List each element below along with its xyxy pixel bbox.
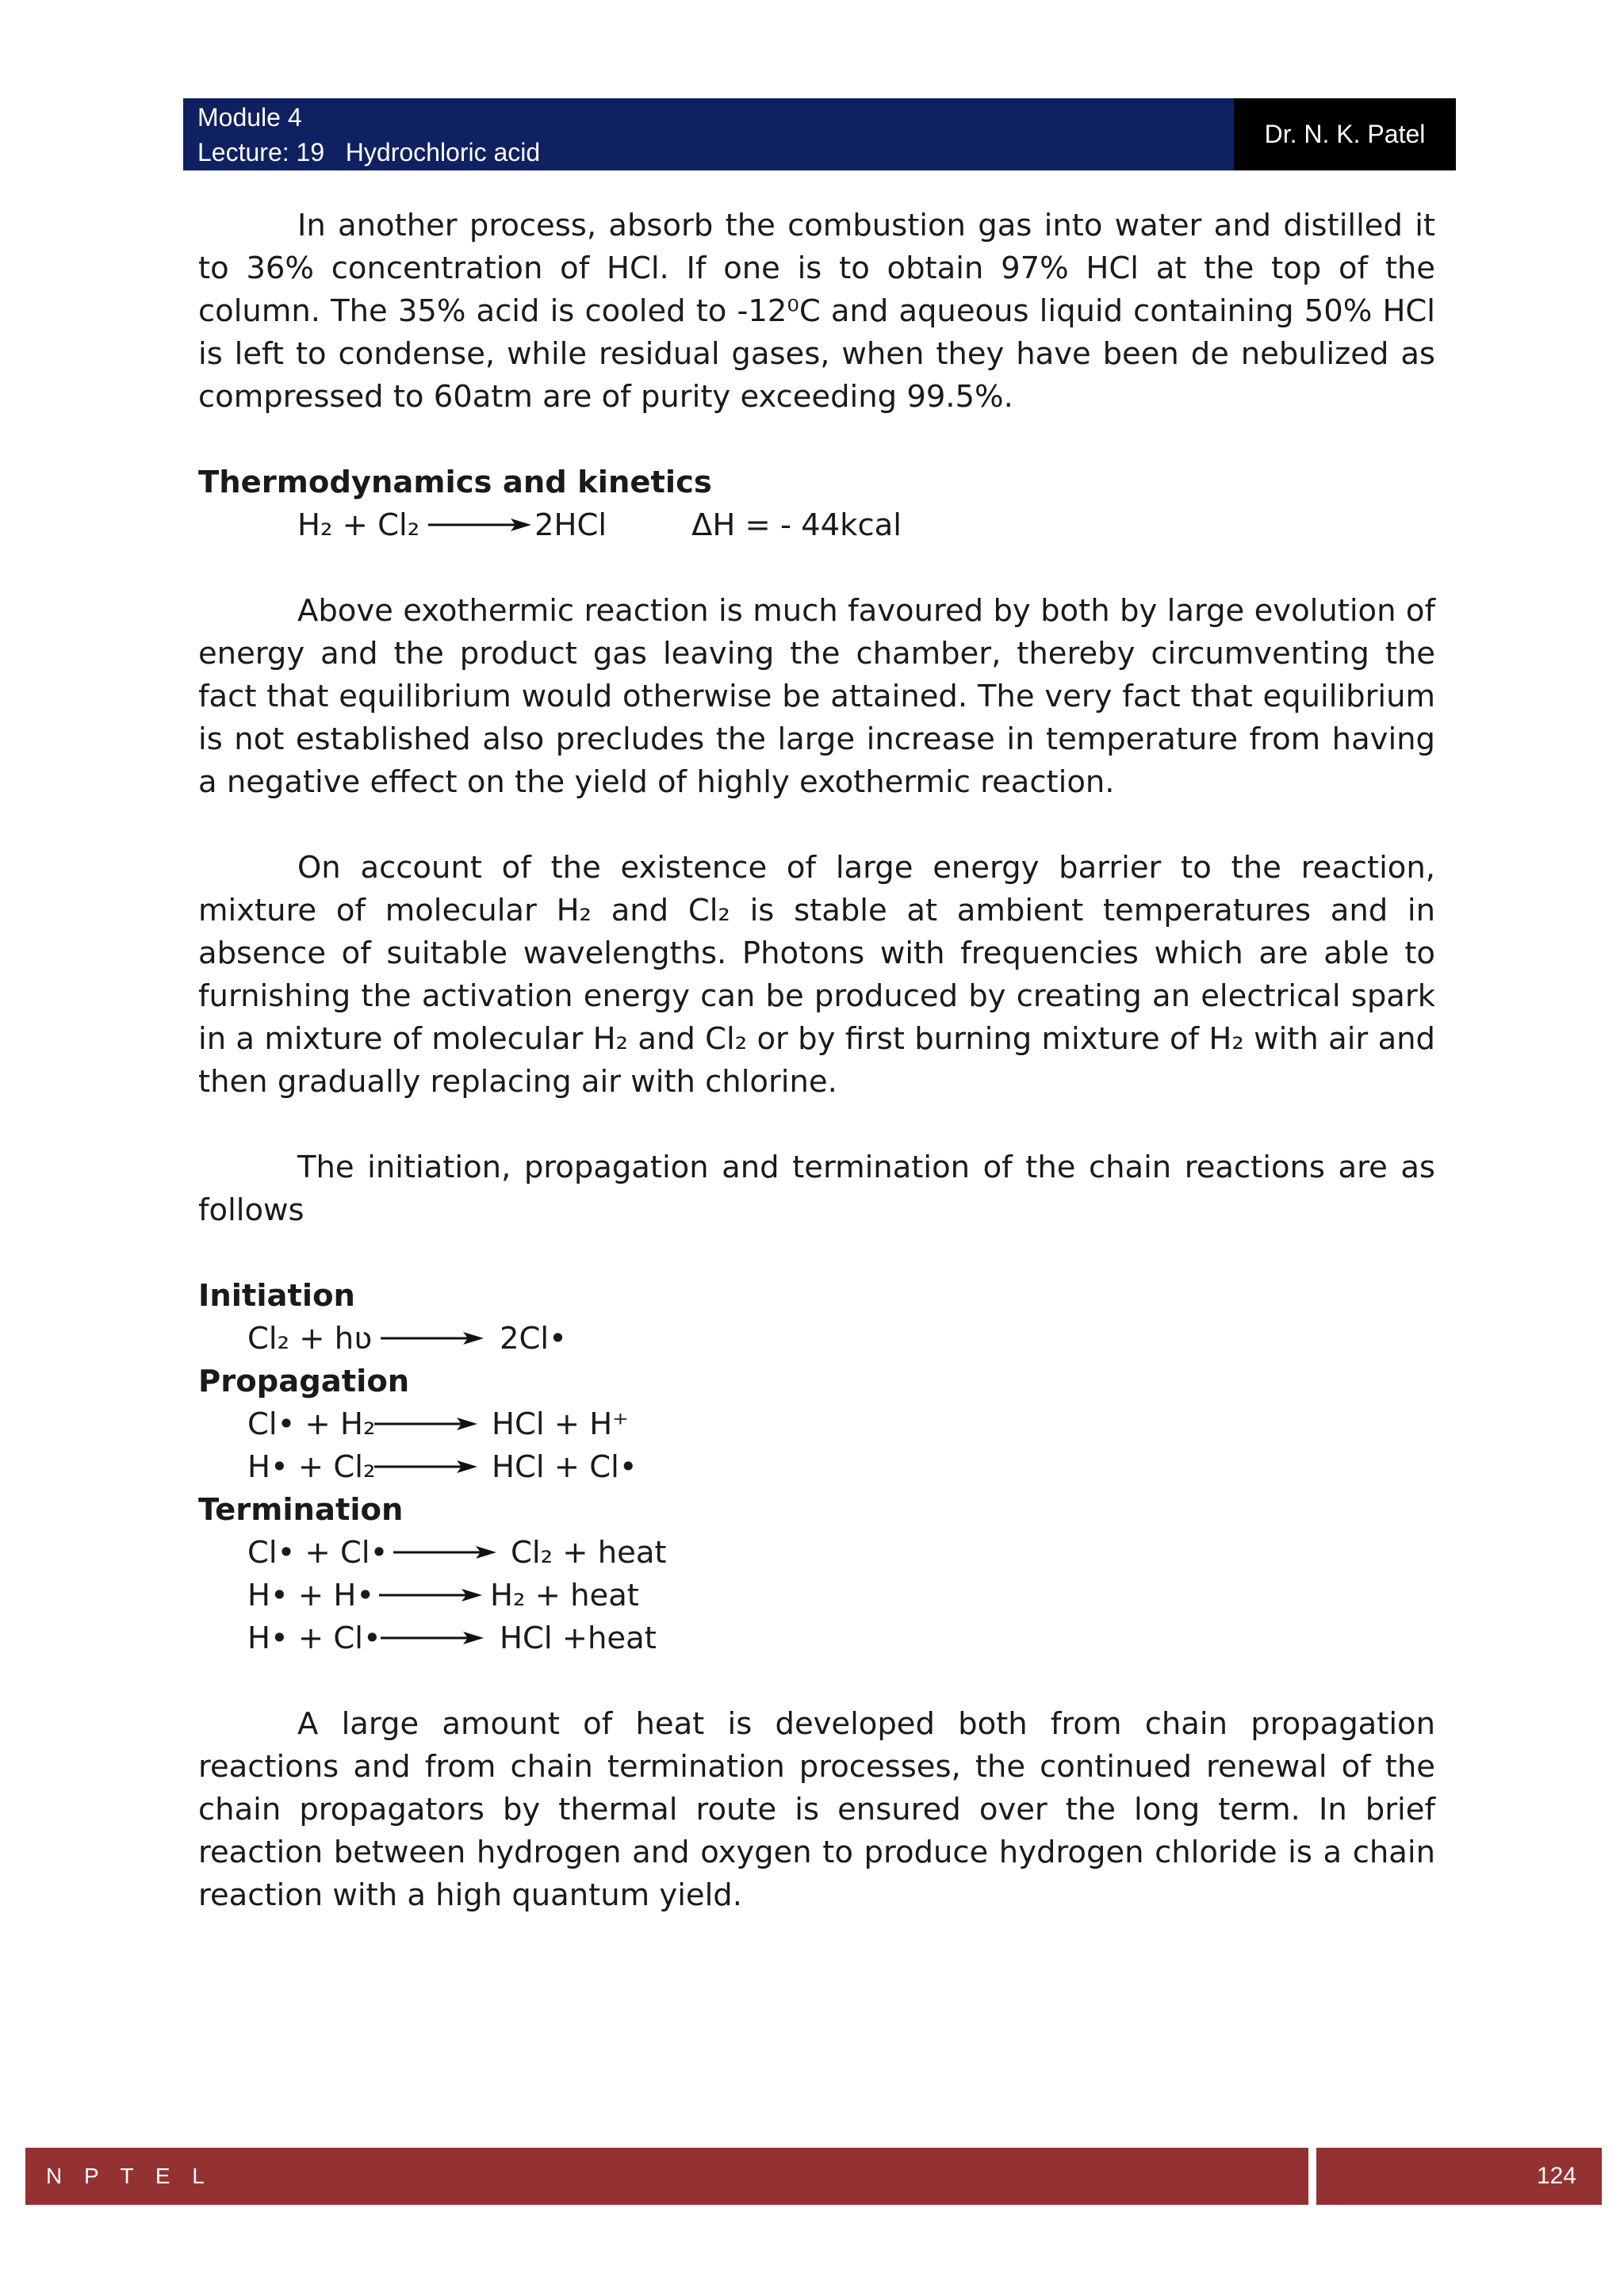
- footer-bar: [25, 2148, 1308, 2205]
- reaction-arrow-icon: [374, 1459, 477, 1475]
- page-content: [198, 205, 1435, 1917]
- page-number: 124: [1536, 2163, 1576, 2189]
- reaction-lhs: H• + Cl₂: [247, 1449, 376, 1485]
- reaction-arrow-icon: [379, 1587, 482, 1603]
- chain-intro-paragraph: The initiation, propagation and termination of the chain reactions are as follows: [198, 1150, 1435, 1228]
- reaction-rhs: 2Cl•: [500, 1321, 567, 1357]
- main-reaction-reactants: H₂ + Cl₂: [297, 507, 420, 543]
- conclusion-paragraph: A large amount of heat is developed both from chain propagation reactions and from chain termination processes, the continued renewal of the chain propagators by thermal route is ensured over the long term. In brief reaction between hydrogen and oxygen to produce hydrogen chloride is a chain reaction with a high quantum yield.: [198, 1706, 1435, 1913]
- reaction-arrow-icon: [428, 517, 531, 533]
- page-number-block: [1316, 2148, 1602, 2205]
- main-reaction: [198, 504, 1435, 547]
- footer-label: N P T E L: [46, 2164, 213, 2188]
- termination-reaction: [198, 1575, 1435, 1617]
- termination-reaction: [198, 1532, 1435, 1575]
- initiation-heading: Initiation: [198, 1278, 355, 1314]
- author-label: Dr. N. K. Patel: [1264, 120, 1426, 148]
- main-reaction-enthalpy: ΔH = - 44kcal: [691, 507, 902, 543]
- reaction-arrow-icon: [381, 1630, 484, 1646]
- main-reaction-products: 2HCl: [534, 507, 607, 543]
- reaction-rhs: H₂ + heat: [490, 1578, 639, 1613]
- reaction-rhs: Cl₂ + heat: [511, 1535, 667, 1571]
- lecture-label: Lecture: 19 Hydrochloric acid: [197, 138, 541, 166]
- reaction-lhs: Cl• + H₂: [247, 1406, 376, 1442]
- reaction-lhs: H• + Cl•: [247, 1621, 381, 1656]
- propagation-heading: Propagation: [198, 1364, 410, 1399]
- header-author-block: [1234, 98, 1456, 170]
- reaction-rhs: HCl + H⁺: [492, 1406, 629, 1442]
- reaction-arrow-icon: [381, 1330, 484, 1346]
- reaction-lhs: Cl• + Cl•: [247, 1535, 389, 1571]
- header-title-block: [183, 98, 1234, 170]
- reaction-rhs: HCl +heat: [500, 1621, 657, 1656]
- exothermic-paragraph: Above exothermic reaction is much favoured by both by large evolution of energy and the product gas leaving the chamber, thereby circumventing the fact that equilibrium would otherwise be attained. The very fact that equilibrium is not established also precludes the large increase in temperature from having a negative effect on the yield of highly exothermic reaction.: [198, 593, 1435, 800]
- reaction-arrow-icon: [374, 1416, 477, 1432]
- intro-paragraph: In another process, absorb the combustion gas into water and distilled it to 36% concentration of HCl. If one is to obtain 97% HCl at the top of the column. The 35% acid is cooled to -12⁰C and aqueous liquid containing 50% HCl is left to condense, while residual gases, when they have been de nebulized as compressed to 60atm are of purity exceeding 99.5%.: [198, 208, 1435, 415]
- energy-barrier-paragraph: On account of the existence of large energy barrier to the reaction, mixture of molecular H₂ and Cl₂ is stable at ambient temperatures and in absence of suitable wavelengths. Photons with frequencies which are able to furnishing the activation energy can be produced by creating an electrical spark in a mixture of molecular H₂ and Cl₂ or by first burning mixture of H₂ with air and then gradually replacing air with chlorine.: [198, 850, 1435, 1100]
- initiation-reaction: [198, 1318, 1435, 1360]
- module-label: Module 4: [197, 103, 302, 132]
- propagation-reaction: [198, 1446, 1435, 1489]
- termination-reaction: [198, 1617, 1435, 1660]
- reaction-lhs: Cl₂ + hʋ: [247, 1321, 373, 1357]
- reaction-arrow-icon: [393, 1544, 496, 1560]
- termination-heading: Termination: [198, 1492, 404, 1528]
- thermo-heading: Thermodynamics and kinetics: [198, 465, 712, 500]
- reaction-rhs: HCl + Cl•: [492, 1449, 638, 1485]
- reaction-lhs: H• + H•: [247, 1578, 375, 1613]
- propagation-reaction: [198, 1403, 1435, 1446]
